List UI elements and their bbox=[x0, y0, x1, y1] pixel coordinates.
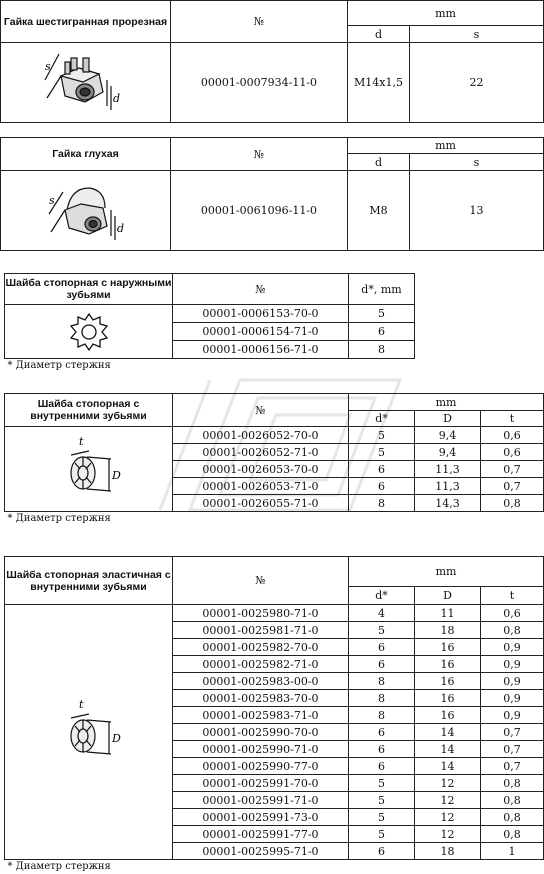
part-number: 00001-0026053-71-0 bbox=[173, 478, 349, 495]
units-header: mm bbox=[349, 557, 544, 587]
footnote: * Диаметр стержня bbox=[7, 360, 111, 372]
col-header-D: D bbox=[415, 587, 481, 605]
value-t: 0,6 bbox=[481, 444, 544, 461]
cap-nut-icon bbox=[41, 174, 131, 248]
part-number: 00001-0006156-71-0 bbox=[173, 341, 349, 359]
value-d: 4 bbox=[349, 605, 415, 622]
value-t: 0,7 bbox=[481, 461, 544, 478]
part-number: 00001-0025980-71-0 bbox=[173, 605, 349, 622]
part-number: 00001-0025982-70-0 bbox=[173, 639, 349, 656]
value-t: 0,8 bbox=[481, 809, 544, 826]
value-d: 5 bbox=[349, 305, 415, 323]
value-d: 5 bbox=[349, 622, 415, 639]
part-number: 00001-0025981-71-0 bbox=[173, 622, 349, 639]
value-d: 5 bbox=[349, 775, 415, 792]
value-D: 18 bbox=[415, 622, 481, 639]
footnote: * Диаметр стержня bbox=[7, 860, 111, 872]
part-number: 00001-0025983-71-0 bbox=[173, 707, 349, 724]
value-d: 6 bbox=[349, 639, 415, 656]
value-t: 0,8 bbox=[481, 826, 544, 843]
external-tooth-washer-drawing bbox=[5, 305, 173, 359]
col-header-number: № bbox=[173, 557, 349, 605]
value-d: 6 bbox=[349, 724, 415, 741]
value-D: 16 bbox=[415, 707, 481, 724]
col-header-d: d bbox=[348, 154, 410, 171]
value-D: 14 bbox=[415, 724, 481, 741]
value-D: 11,3 bbox=[415, 461, 481, 478]
value-D: 16 bbox=[415, 656, 481, 673]
units-header: mm bbox=[349, 394, 544, 411]
value-d: 6 bbox=[349, 323, 415, 341]
table-cap-nut bbox=[0, 137, 544, 251]
value-d: 5 bbox=[349, 444, 415, 461]
part-number: 00001-0025995-71-0 bbox=[173, 843, 349, 860]
value-d: 5 bbox=[349, 809, 415, 826]
part-number: 00001-0025990-71-0 bbox=[173, 741, 349, 758]
col-header-d: d* bbox=[349, 587, 415, 605]
dim-label-t: t bbox=[78, 698, 83, 711]
value-d: 6 bbox=[349, 461, 415, 478]
castle-nut-drawing bbox=[1, 43, 171, 123]
part-number: 00001-0025991-70-0 bbox=[173, 775, 349, 792]
part-number: 00001-0006153-70-0 bbox=[173, 305, 349, 323]
value-t: 0,7 bbox=[481, 741, 544, 758]
col-header-number: № bbox=[171, 1, 348, 43]
value-d: 6 bbox=[349, 741, 415, 758]
table-external-tooth-washer bbox=[4, 273, 415, 374]
value-D: 16 bbox=[415, 690, 481, 707]
value-d: 8 bbox=[349, 707, 415, 724]
col-header-number: № bbox=[173, 394, 349, 427]
dim-label-d: d bbox=[112, 91, 120, 105]
table-title: Шайба стопорная эластичная с внутренними зубьями bbox=[5, 557, 173, 605]
part-number: 00001-0025991-77-0 bbox=[173, 826, 349, 843]
table-title: Гайка глухая bbox=[1, 138, 171, 171]
value-t: 0,9 bbox=[481, 673, 544, 690]
value-D: 12 bbox=[415, 775, 481, 792]
value-D: 11 bbox=[415, 605, 481, 622]
value-t: 0,6 bbox=[481, 605, 544, 622]
dim-label-D: D bbox=[111, 732, 121, 745]
value-t: 0,8 bbox=[481, 495, 544, 512]
value-D: 16 bbox=[415, 673, 481, 690]
value-D: 14 bbox=[415, 741, 481, 758]
value-t: 0,9 bbox=[481, 639, 544, 656]
part-number: 00001-0025982-71-0 bbox=[173, 656, 349, 673]
value-t: 0,8 bbox=[481, 775, 544, 792]
value-t: 1 bbox=[481, 843, 544, 860]
value-D: 11,3 bbox=[415, 478, 481, 495]
table-internal-tooth-washer bbox=[4, 393, 544, 526]
value-D: 16 bbox=[415, 639, 481, 656]
table-elastic-internal-tooth-washer bbox=[4, 556, 544, 874]
table-title: Гайка шестигранная прорезная bbox=[1, 1, 171, 43]
elastic-washer-icon bbox=[49, 692, 129, 772]
value-d: 5 bbox=[349, 427, 415, 444]
part-number: 00001-0026055-71-0 bbox=[173, 495, 349, 512]
value-d: 8 bbox=[349, 495, 415, 512]
part-number: 00001-0007934-11-0 bbox=[171, 43, 348, 123]
castle-nut-icon bbox=[41, 46, 131, 120]
cap-nut-drawing bbox=[1, 171, 171, 251]
part-number: 00001-0006154-71-0 bbox=[173, 323, 349, 341]
col-header-number: № bbox=[173, 274, 349, 305]
value-d: 6 bbox=[349, 478, 415, 495]
value-s: 13 bbox=[410, 171, 544, 251]
dim-label-D: D bbox=[111, 469, 121, 482]
value-D: 18 bbox=[415, 843, 481, 860]
col-header-d: d bbox=[348, 26, 410, 43]
part-number: 00001-0025991-73-0 bbox=[173, 809, 349, 826]
internal-tooth-washer-icon bbox=[49, 429, 129, 509]
value-d: 8 bbox=[349, 673, 415, 690]
value-D: 9,4 bbox=[415, 427, 481, 444]
col-header-t: t bbox=[481, 411, 544, 427]
units-header: mm bbox=[348, 138, 544, 154]
col-header-d: d* bbox=[349, 411, 415, 427]
value-d: 5 bbox=[349, 826, 415, 843]
internal-tooth-washer-drawing bbox=[5, 427, 173, 512]
part-number: 00001-0025983-00-0 bbox=[173, 673, 349, 690]
value-t: 0,7 bbox=[481, 758, 544, 775]
value-D: 14,3 bbox=[415, 495, 481, 512]
value-t: 0,9 bbox=[481, 707, 544, 724]
value-t: 0,7 bbox=[481, 478, 544, 495]
footnote: * Диаметр стержня bbox=[7, 512, 111, 524]
dim-label-s: s bbox=[48, 193, 55, 207]
units-header: mm bbox=[348, 1, 544, 26]
part-number: 00001-0025990-77-0 bbox=[173, 758, 349, 775]
value-d: 8 bbox=[349, 341, 415, 359]
value-d: M8 bbox=[348, 171, 410, 251]
value-d: M14x1,5 bbox=[348, 43, 410, 123]
value-D: 12 bbox=[415, 809, 481, 826]
part-number: 00001-0025983-70-0 bbox=[173, 690, 349, 707]
value-d: 6 bbox=[349, 843, 415, 860]
part-number: 00001-0026052-71-0 bbox=[173, 444, 349, 461]
part-number: 00001-0061096-11-0 bbox=[171, 171, 348, 251]
value-D: 14 bbox=[415, 758, 481, 775]
table-castle-nut bbox=[0, 0, 544, 123]
value-t: 0,9 bbox=[481, 656, 544, 673]
dim-label-s: s bbox=[44, 59, 51, 73]
col-header-number: № bbox=[171, 138, 348, 171]
col-header-d: d*, mm bbox=[349, 274, 415, 305]
value-d: 6 bbox=[349, 758, 415, 775]
value-t: 0,6 bbox=[481, 427, 544, 444]
value-d: 6 bbox=[349, 656, 415, 673]
part-number: 00001-0025991-71-0 bbox=[173, 792, 349, 809]
part-number: 00001-0026053-70-0 bbox=[173, 461, 349, 478]
table-title: Шайба стопорная с наружными зубьями bbox=[5, 274, 173, 305]
value-s: 22 bbox=[410, 43, 544, 123]
value-D: 12 bbox=[415, 792, 481, 809]
col-header-D: D bbox=[415, 411, 481, 427]
dim-label-d: d bbox=[116, 221, 124, 235]
external-tooth-washer-icon bbox=[69, 312, 109, 352]
value-D: 12 bbox=[415, 826, 481, 843]
value-d: 5 bbox=[349, 792, 415, 809]
table-title: Шайба стопорная с внутренними зубьями bbox=[5, 394, 173, 427]
value-t: 0,8 bbox=[481, 622, 544, 639]
dim-label-t: t bbox=[78, 435, 83, 448]
value-t: 0,8 bbox=[481, 792, 544, 809]
value-t: 0,7 bbox=[481, 724, 544, 741]
elastic-washer-drawing bbox=[5, 605, 173, 860]
col-header-t: t bbox=[481, 587, 544, 605]
col-header-s: s bbox=[410, 154, 544, 171]
value-t: 0,9 bbox=[481, 690, 544, 707]
part-number: 00001-0025990-70-0 bbox=[173, 724, 349, 741]
value-d: 8 bbox=[349, 690, 415, 707]
value-D: 9,4 bbox=[415, 444, 481, 461]
col-header-s: s bbox=[410, 26, 544, 43]
part-number: 00001-0026052-70-0 bbox=[173, 427, 349, 444]
